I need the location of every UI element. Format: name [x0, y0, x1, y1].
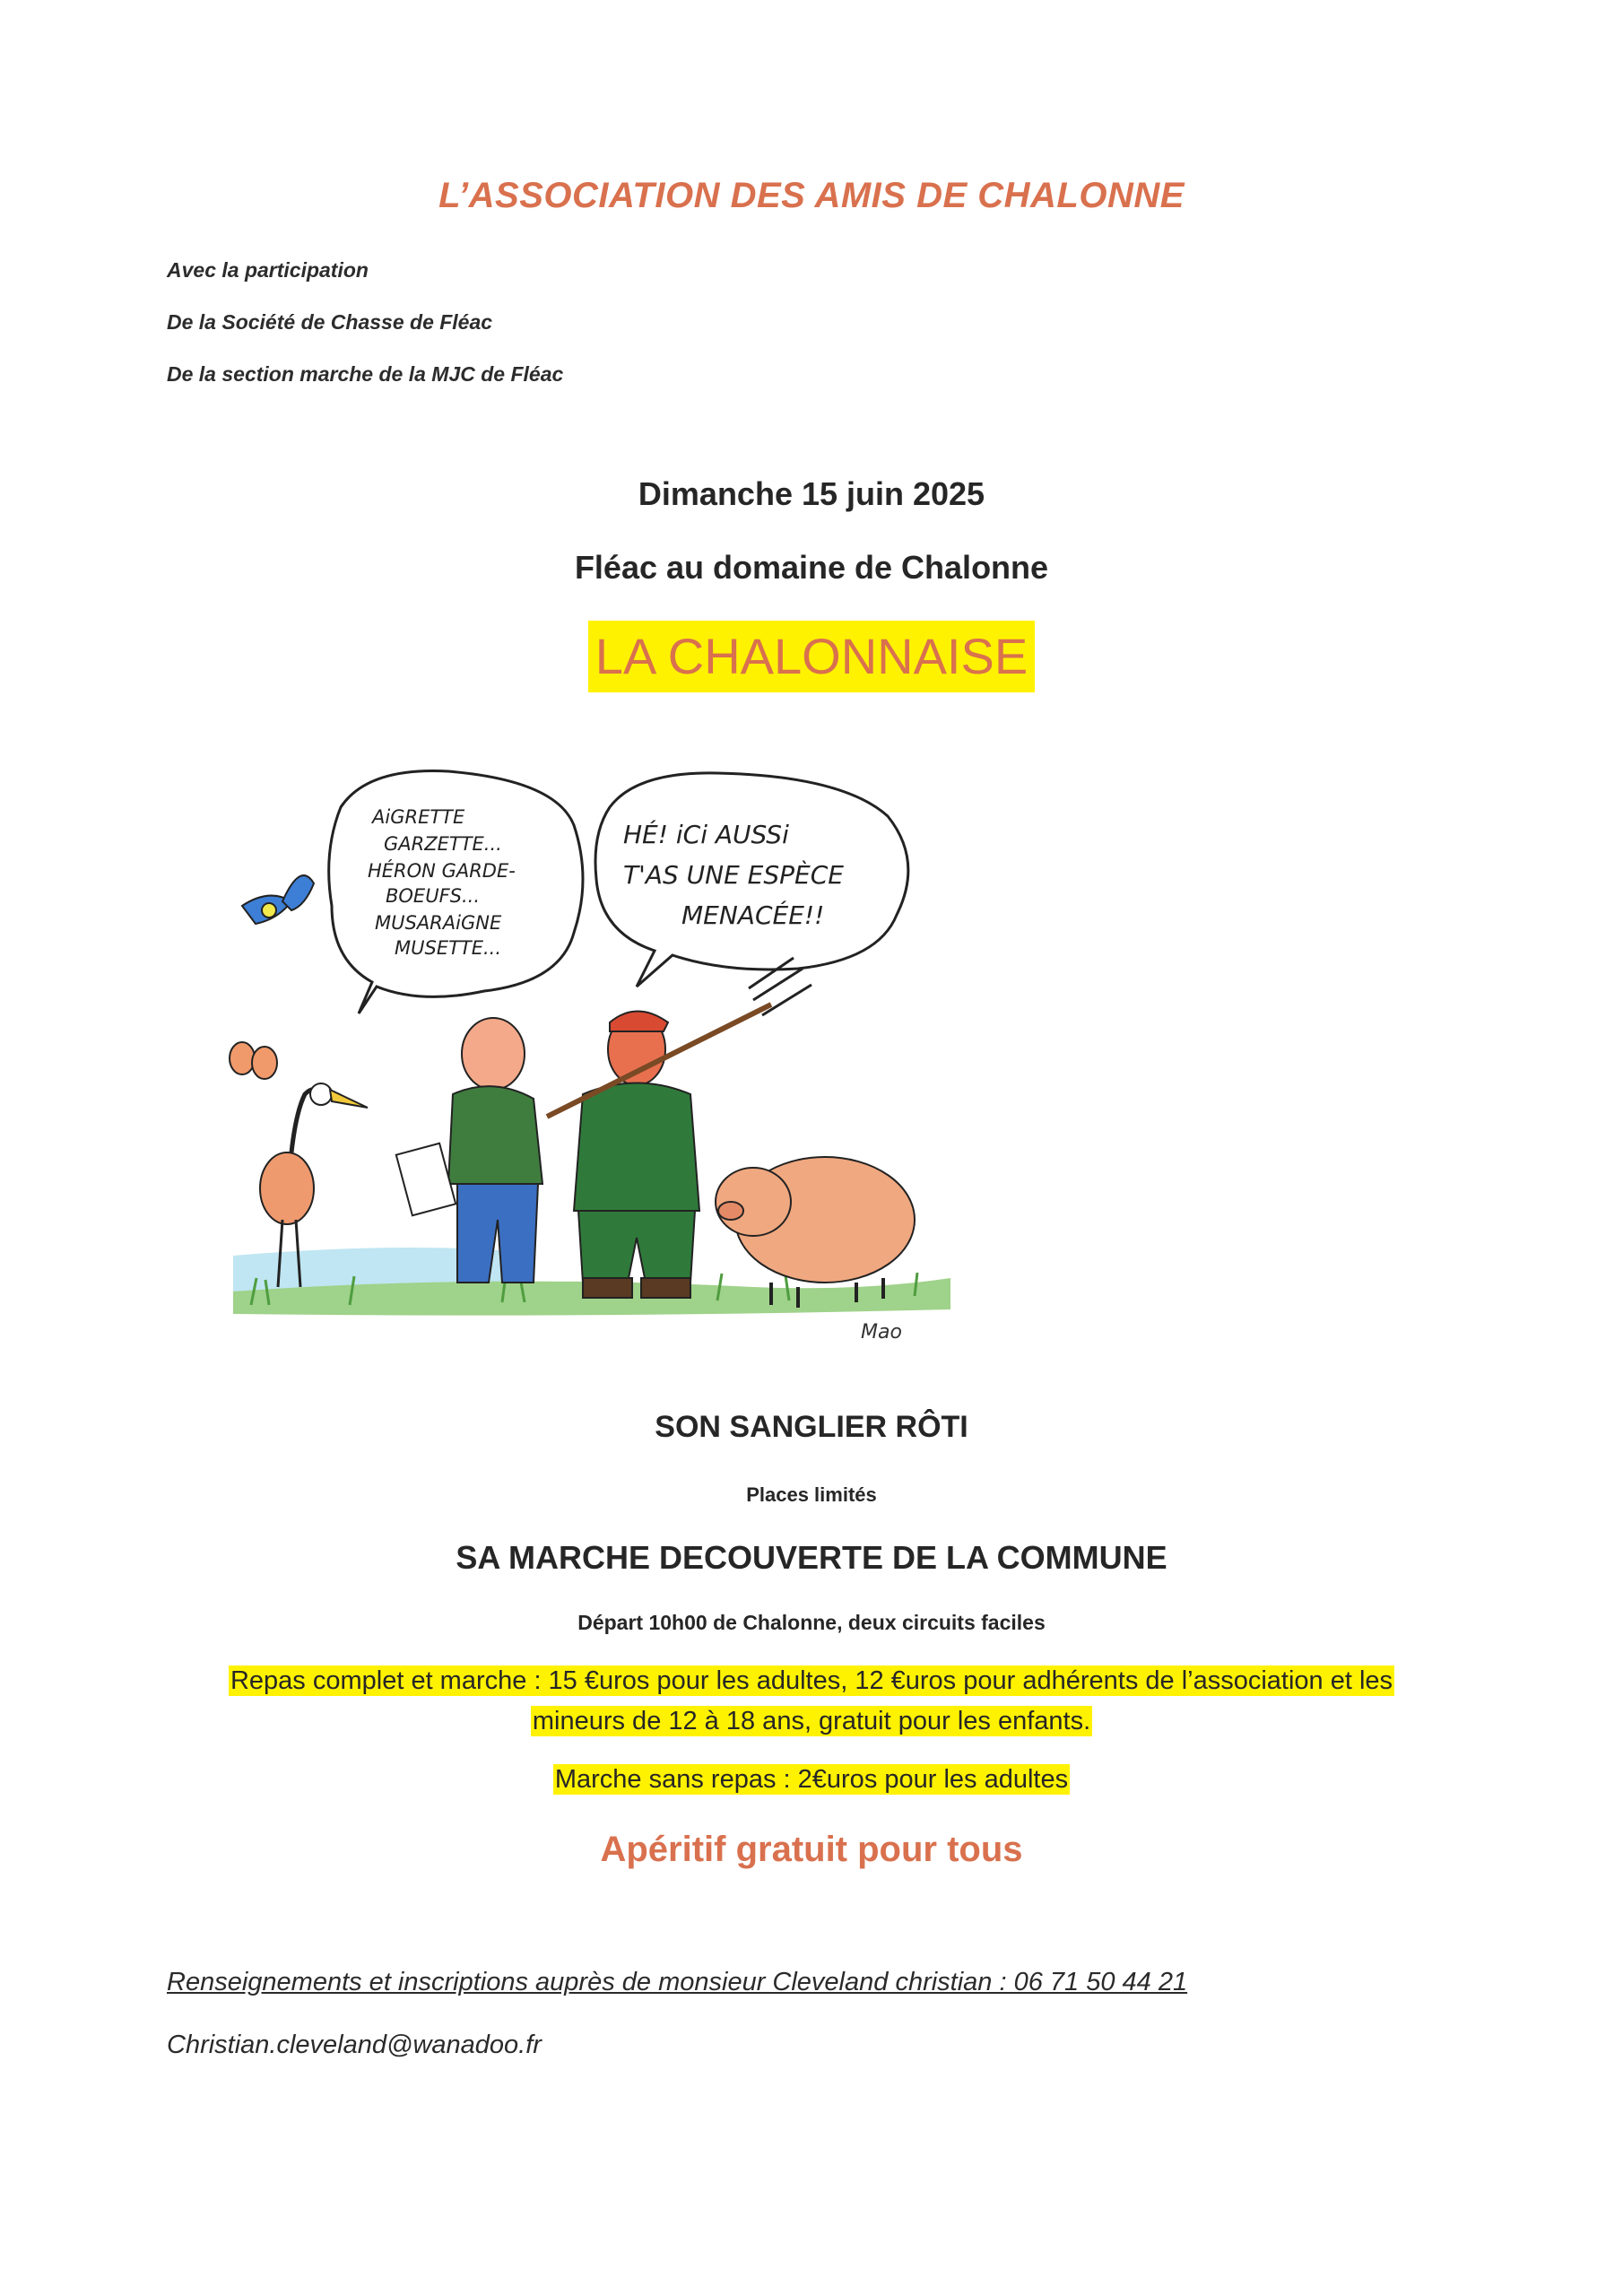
- bird-drawing: [242, 875, 314, 924]
- contact-email[interactable]: Christian.cleveland@wanadoo.fr: [167, 2031, 542, 2059]
- participation-intro: Avec la participation: [167, 258, 369, 282]
- repas-line-1: Repas complet et marche : 15 €uros pour les adultes, 12 €uros pour adhérents de l’association et les: [230, 1666, 1393, 1695]
- bubble-text-2: GARZETTE...: [384, 833, 502, 855]
- contact-renseignements: Renseignements et inscriptions auprès de monsieur Cleveland christian : 06 71 50 44 21: [167, 1968, 1188, 1996]
- marche-heading: SA MARCHE DECOUVERTE DE LA COMMUNE: [456, 1539, 1167, 1576]
- event-date: Dimanche 15 juin 2025: [638, 475, 985, 512]
- bubble-text-3: HÉRON GARDE-: [368, 860, 516, 882]
- sanglier-heading: SON SANGLIER RÔTI: [655, 1410, 968, 1444]
- sans-repas-pricing: Marche sans repas : 2€uros pour les adultes: [554, 1765, 1069, 1794]
- participation-mjc: De la section marche de la MJC de Fléac: [167, 362, 564, 386]
- bubble-text-9: MENACÉE!!: [681, 900, 825, 930]
- pig-drawing: [716, 1157, 915, 1308]
- butterfly-drawing: [230, 1042, 277, 1079]
- depart-info: Départ 10h00 de Chalonne, deux circuits faciles: [577, 1611, 1046, 1634]
- association-title: L’ASSOCIATION DES AMIS DE CHALONNE: [438, 176, 1185, 215]
- bubble-text-7: HÉ! iCi AUSSi: [623, 820, 789, 849]
- places-limites-note: Places limités: [746, 1483, 877, 1506]
- sans-repas-block: [0, 1765, 1623, 1795]
- participation-chasse: De la Société de Chasse de Fléac: [167, 310, 493, 334]
- event-name-block: [0, 621, 1623, 692]
- bubble-text-1: AiGRETTE: [372, 806, 465, 828]
- event-place: Fléac au domaine de Chalonne: [574, 549, 1049, 586]
- bubble-text-5: MUSARAiGNE: [375, 912, 502, 934]
- bubble-text-4: BOEUFS...: [386, 885, 481, 907]
- aperitif-note: Apéritif gratuit pour tous: [600, 1830, 1023, 1869]
- repas-line-2: mineurs de 12 à 18 ans, gratuit pour les enfants.: [532, 1707, 1091, 1735]
- cartoon-illustration: [215, 753, 959, 1354]
- birdwatcher-drawing: [396, 1018, 542, 1283]
- bubble-text-8: T'AS UNE ESPÈCE: [623, 860, 844, 890]
- event-name: LA CHALONNAISE: [588, 621, 1035, 692]
- repas-pricing-block: [0, 1661, 1623, 1742]
- cartoon-signature: Mao: [861, 1321, 902, 1344]
- bubble-text-6: MUSETTE...: [395, 937, 502, 959]
